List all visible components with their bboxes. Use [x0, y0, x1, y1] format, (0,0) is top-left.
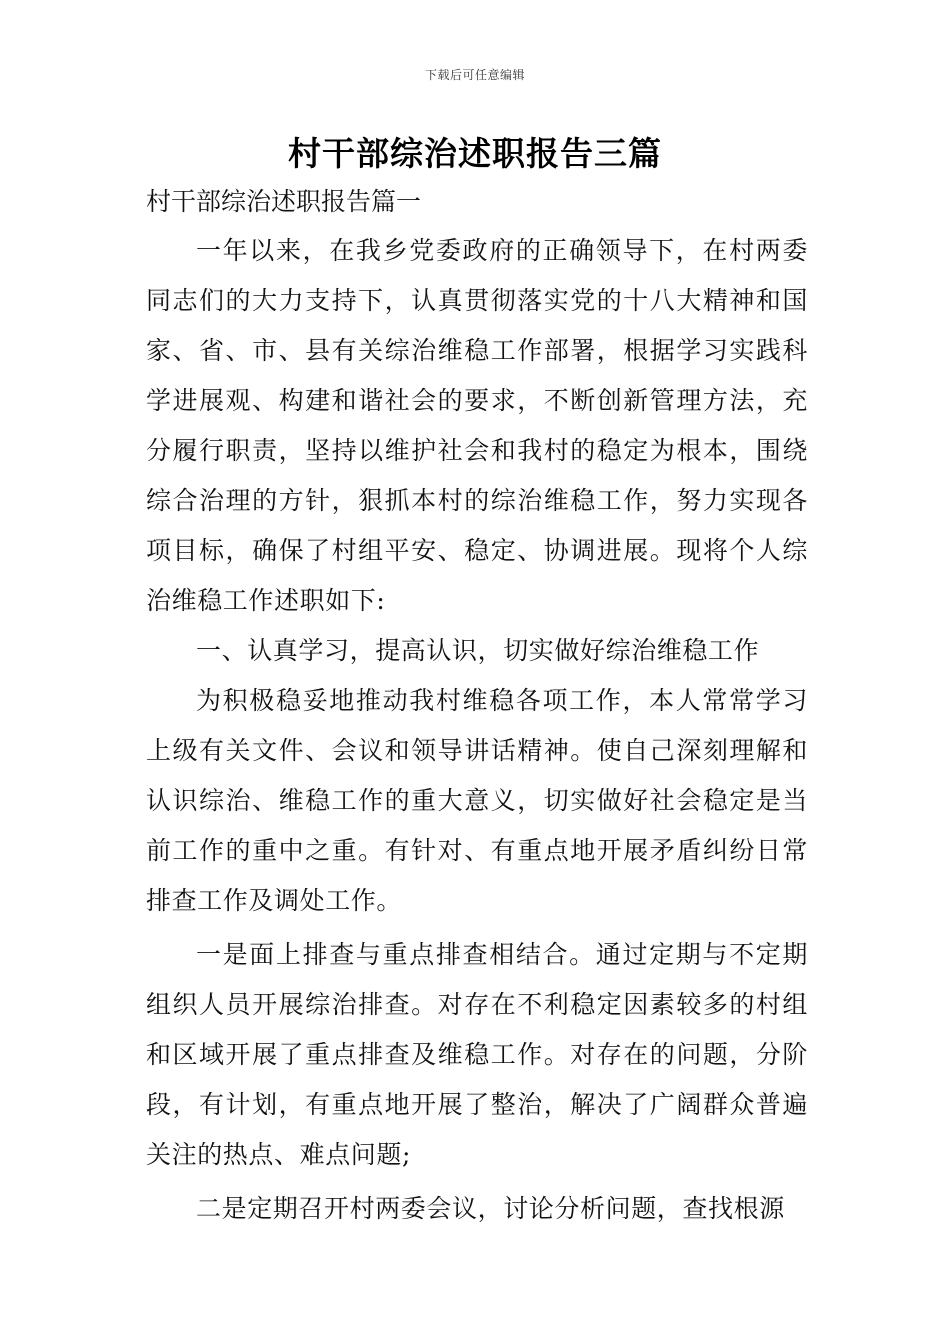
document-body — [146, 226, 808, 1234]
paragraph-heading-one: 一、认真学习，提高认识，切实做好综治维稳工作 — [196, 636, 760, 665]
paragraph-point-two: 二是定期召开村两委会议，讨论分析问题，查找根源 — [196, 1194, 785, 1223]
header-note: 下载后可任意编辑 — [424, 68, 525, 82]
paragraph-intro: 一年以来，在我乡党委政府的正确领导下，在村两委同志们的大力支持下，认真贯彻落实党的十八大精神和国家、省、市、县有关综治维稳工作部署，根据学习实践科学进展观、构建和谐社会的要求，不断创新管理方法，充分履行职责，坚持以维护社会和我村的稳定为根本，围绕综合治理的方针，狠抓本村的综治维稳工作，努力实现各项目标，确保了村组平安、稳定、协调进展。现将个人综治维稳工作述职如下: — [146, 236, 808, 615]
section-subtitle: 村干部综治述职报告篇一 — [146, 187, 422, 216]
document-title: 村干部综治述职报告三篇 — [288, 134, 662, 173]
paragraph-point-one: 一是面上排查与重点排查相结合。通过定期与不定期组织人员开展综治排查。对存在不利稳定因素较多的村组和区域开展了重点排查及维稳工作。对存在的问题，分阶段，有计划，有重点地开展了整治，解决了广阔群众普遍关注的热点、难点问题; — [146, 940, 808, 1169]
paragraph-study: 为积极稳妥地推动我村维稳各项工作，本人常常学习上级有关文件、会议和领导讲话精神。使自己深刻理解和认识综治、维稳工作的重大意义，切实做好社会稳定是当前工作的重中之重。有针对、有重点地开展矛盾纠纷日常排查工作及调处工作。 — [146, 686, 808, 915]
